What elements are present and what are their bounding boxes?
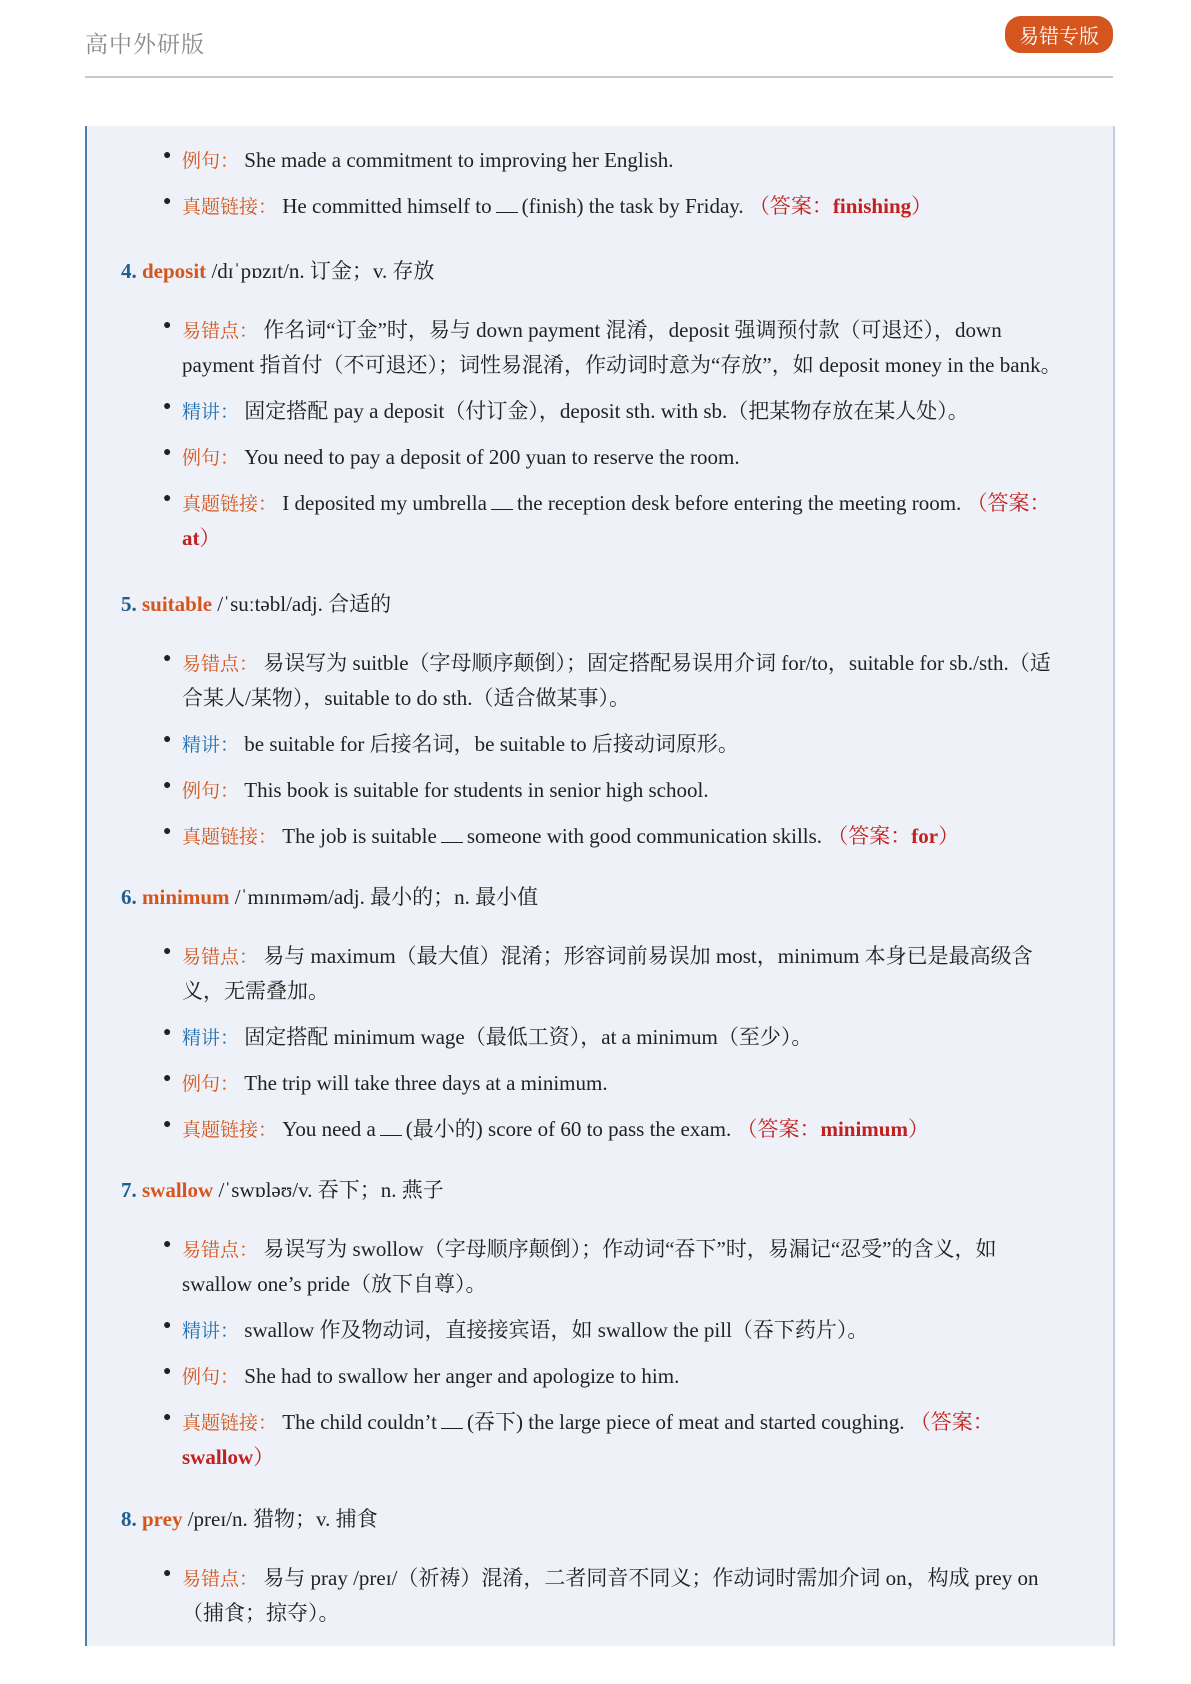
list-item xyxy=(182,1069,608,1098)
exam-label: 真题链接： xyxy=(182,1119,278,1141)
entry-heading xyxy=(121,1505,378,1533)
page-header xyxy=(85,0,1113,78)
entry-heading xyxy=(121,257,435,285)
entry-heading xyxy=(121,590,391,618)
bullet-icon: ● xyxy=(163,1364,172,1379)
exam-text-post: the reception desk before entering the meeting room. xyxy=(516,491,962,515)
trap-text: 合某人/某物），suitable to do sth.（适合做某事）。 xyxy=(182,686,630,710)
bullet-icon: ● xyxy=(163,1025,172,1040)
explain-label: 精讲： xyxy=(182,734,240,756)
trap-label: 易错点： xyxy=(182,1239,259,1261)
list-item-continued xyxy=(182,351,1062,379)
entry-phonetic: /dɪˈpɒzɪt/n. 订金；v. 存放 xyxy=(211,259,435,283)
answer-text: at xyxy=(182,526,200,550)
list-item xyxy=(182,146,674,175)
entry-phonetic: /ˈmɪnɪməm/adj. 最小的；n. 最小值 xyxy=(234,885,539,909)
bullet-icon: ● xyxy=(163,1410,172,1425)
answer-open: （答案： xyxy=(966,491,1051,515)
list-item-continued xyxy=(182,1599,340,1627)
list-item xyxy=(182,1362,679,1391)
explain-text: 固定搭配 minimum wage（最低工资），at a minimum（至少）。 xyxy=(244,1025,813,1049)
bullet-icon: ● xyxy=(163,824,172,839)
bullet-icon: ● xyxy=(163,732,172,747)
example-text: You need to pay a deposit of 200 yuan to reserve the room. xyxy=(244,445,740,469)
exam-text-pre: The child couldn’t xyxy=(282,1410,438,1434)
answer-text: for xyxy=(911,824,939,848)
example-text: She made a commitment to improving her English. xyxy=(244,148,674,172)
trap-text: payment 指首付（不可退还）；词性易混淆，作动词时意为“存放”，如 deposit money in the bank。 xyxy=(182,353,1062,377)
trap-text: 易误写为 swollow（字母顺序颠倒）；作动词“吞下”时，易漏记“忍受”的含义，如 xyxy=(263,1237,997,1261)
list-item xyxy=(182,942,1033,971)
entry-number: 7. xyxy=(121,1178,137,1202)
answer-close: ） xyxy=(199,526,221,550)
exam-text-post: (最小的) score of 60 to pass the exam. xyxy=(405,1117,732,1141)
list-item xyxy=(182,489,1051,518)
trap-label: 易错点： xyxy=(182,320,259,342)
list-item xyxy=(182,1408,994,1437)
trap-text: 易误写为 suitble（字母顺序颠倒）；固定搭配易误用介词 for/to，suitable for sb./sth.（适 xyxy=(263,651,1051,675)
exam-text-post: (吞下) the large piece of meat and started coughing. xyxy=(467,1410,905,1434)
answer-blank xyxy=(496,194,518,213)
answer-blank xyxy=(380,1117,402,1136)
exam-text-post: someone with good communication skills. xyxy=(466,824,823,848)
answer-text: minimum xyxy=(820,1117,908,1141)
entry-word: swallow xyxy=(142,1178,214,1202)
entry-word: suitable xyxy=(142,592,213,616)
trap-label: 易错点： xyxy=(182,946,259,968)
trap-text: 义，无需叠加。 xyxy=(182,979,329,1003)
bullet-icon: ● xyxy=(163,1237,172,1252)
list-item xyxy=(182,1115,929,1144)
trap-text: 易与 pray /preɪ/（祈祷）混淆，二者同音不同义；作动词时需加介词 on，构成 prey on xyxy=(263,1566,1039,1590)
exam-label: 真题链接： xyxy=(182,493,278,515)
list-item xyxy=(182,730,739,759)
list-item-continued xyxy=(182,1443,274,1471)
list-item xyxy=(182,1023,812,1052)
bullet-icon: ● xyxy=(163,1071,172,1086)
answer-blank xyxy=(491,491,513,510)
list-item xyxy=(182,822,959,851)
entry-word: minimum xyxy=(142,885,230,909)
answer-close: ） xyxy=(938,824,960,848)
header-title: 高中外研版 xyxy=(85,32,205,57)
entry-phonetic: /ˈswɒləʊ/v. 吞下；n. 燕子 xyxy=(218,1178,444,1202)
entry-phonetic: /ˈsuːtəbl/adj. 合适的 xyxy=(217,592,392,616)
list-item xyxy=(182,1564,1038,1593)
exam-label: 真题链接： xyxy=(182,1412,278,1434)
explain-text: swallow 作及物动词，直接接宾语，如 swallow the pill（吞下药片）。 xyxy=(244,1318,869,1342)
bullet-icon: ● xyxy=(163,318,172,333)
entry-word: deposit xyxy=(142,259,207,283)
list-item xyxy=(182,1235,996,1264)
explain-label: 精讲： xyxy=(182,401,240,423)
bullet-icon: ● xyxy=(163,445,172,460)
answer-open: （答案： xyxy=(736,1117,821,1141)
list-item-continued xyxy=(182,1270,486,1298)
answer-open: （答案： xyxy=(827,824,912,848)
bullet-icon: ● xyxy=(163,651,172,666)
trap-text: 易与 maximum（最大值）混淆；形容词前易误加 most，minimum 本身已是最高级含 xyxy=(263,944,1033,968)
example-text: The trip will take three days at a minimum. xyxy=(244,1071,608,1095)
bullet-icon: ● xyxy=(163,194,172,209)
example-label: 例句： xyxy=(182,150,240,172)
trap-text: 作名词“订金”时，易与 down payment 混淆，deposit 强调预付款（可退还），down xyxy=(263,318,1002,342)
bullet-icon: ● xyxy=(163,491,172,506)
list-item xyxy=(182,1316,868,1345)
entry-number: 6. xyxy=(121,885,137,909)
trap-label: 易错点： xyxy=(182,1568,259,1590)
exam-text-pre: He committed himself to xyxy=(282,194,492,218)
answer-text: swallow xyxy=(182,1445,254,1469)
list-item xyxy=(182,397,969,426)
entry-number: 5. xyxy=(121,592,137,616)
bullet-icon: ● xyxy=(163,1117,172,1132)
explain-label: 精讲： xyxy=(182,1027,240,1049)
list-item xyxy=(182,776,709,805)
list-item xyxy=(182,649,1051,678)
list-item xyxy=(182,316,1002,345)
explain-text: be suitable for 后接名词，be suitable to 后接动词原形。 xyxy=(244,732,739,756)
exam-text-post: (finish) the task by Friday. xyxy=(521,194,744,218)
example-text: She had to swallow her anger and apologize to him. xyxy=(244,1364,680,1388)
bullet-icon: ● xyxy=(163,778,172,793)
answer-close: ） xyxy=(911,194,933,218)
exam-label: 真题链接： xyxy=(182,196,278,218)
bullet-icon: ● xyxy=(163,1318,172,1333)
trap-text: （捕食；掠夺）。 xyxy=(182,1601,340,1625)
bullet-icon: ● xyxy=(163,148,172,163)
bullet-icon: ● xyxy=(163,399,172,414)
answer-text: finishing xyxy=(832,194,912,218)
exam-text-pre: I deposited my umbrella xyxy=(282,491,487,515)
bullet-icon: ● xyxy=(163,1566,172,1581)
edition-badge: 易错专版 xyxy=(1005,16,1113,53)
answer-blank xyxy=(441,824,463,843)
list-item xyxy=(182,192,932,221)
list-item-continued xyxy=(182,684,630,712)
answer-open: （答案： xyxy=(909,1410,994,1434)
entry-phonetic: /preɪ/n. 猎物；v. 捕食 xyxy=(187,1507,378,1531)
trap-text: swallow one’s pride（放下自尊）。 xyxy=(182,1272,487,1296)
entry-number: 8. xyxy=(121,1507,137,1531)
bullet-icon: ● xyxy=(163,944,172,959)
example-label: 例句： xyxy=(182,1366,240,1388)
answer-close: ） xyxy=(253,1445,275,1469)
answer-close: ） xyxy=(907,1117,929,1141)
example-label: 例句： xyxy=(182,780,240,802)
entry-word: prey xyxy=(142,1507,183,1531)
example-text: This book is suitable for students in senior high school. xyxy=(244,778,709,802)
example-label: 例句： xyxy=(182,447,240,469)
answer-blank xyxy=(441,1410,463,1429)
list-item xyxy=(182,443,740,472)
entry-heading xyxy=(121,883,538,911)
answer-open: （答案： xyxy=(748,194,833,218)
list-item-continued xyxy=(182,977,329,1005)
explain-label: 精讲： xyxy=(182,1320,240,1342)
exam-label: 真题链接： xyxy=(182,826,278,848)
explain-text: 固定搭配 pay a deposit（付订金），deposit sth. with sb.（把某物存放在某人处）。 xyxy=(244,399,969,423)
trap-label: 易错点： xyxy=(182,653,259,675)
example-label: 例句： xyxy=(182,1073,240,1095)
list-item-continued xyxy=(182,524,221,552)
entry-heading xyxy=(121,1176,444,1204)
exam-text-pre: The job is suitable xyxy=(282,824,437,848)
entry-number: 4. xyxy=(121,259,137,283)
exam-text-pre: You need a xyxy=(282,1117,376,1141)
